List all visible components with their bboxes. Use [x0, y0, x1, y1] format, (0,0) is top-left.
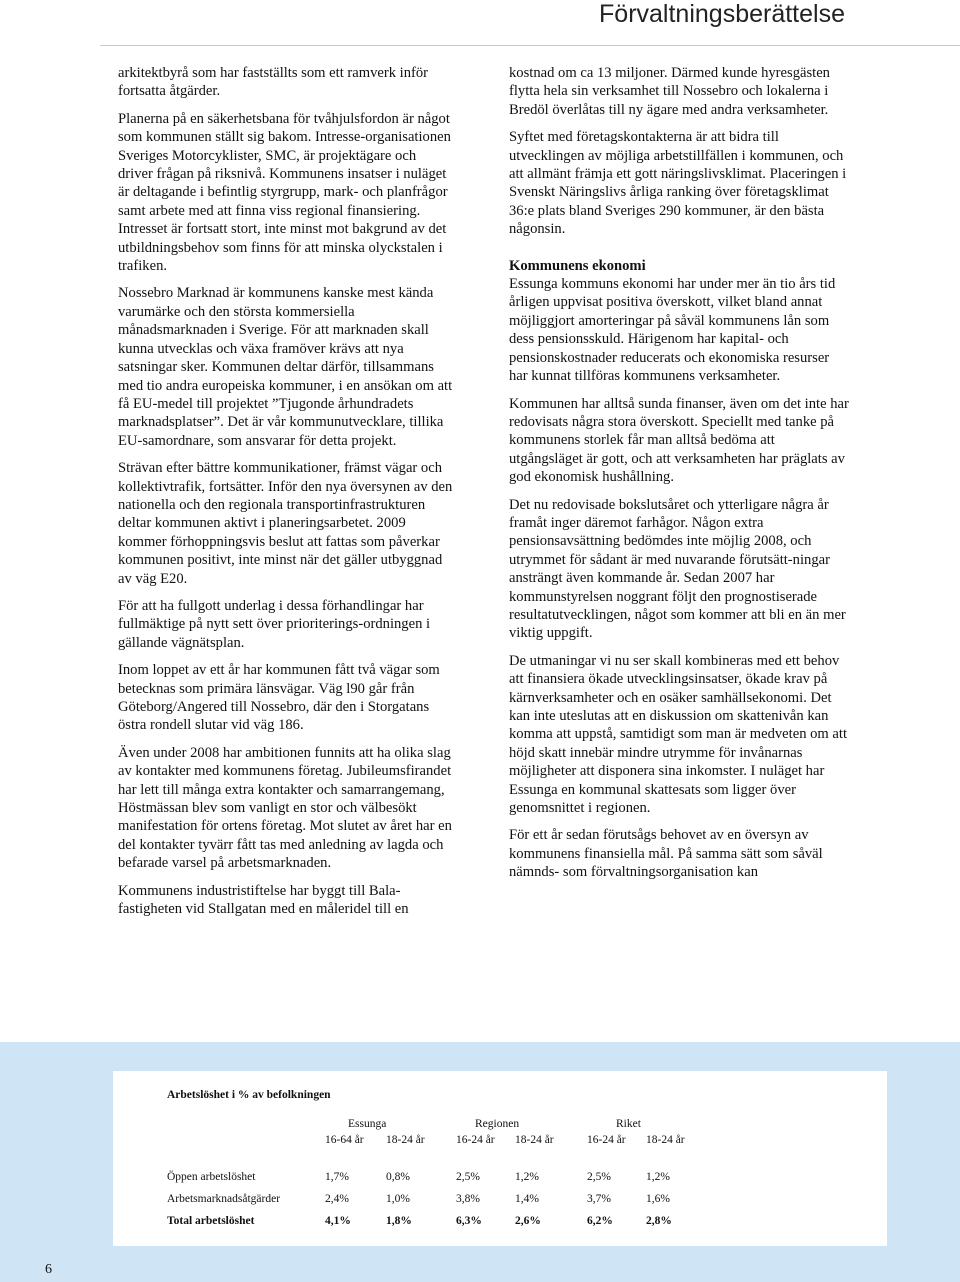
table-cell: 2,5% — [587, 1171, 611, 1183]
table-subheader: 16-24 år — [456, 1134, 495, 1146]
table-cell: 3,7% — [587, 1193, 611, 1205]
table-cell: 1,2% — [646, 1171, 670, 1183]
table-row-label: Total arbetslöshet — [167, 1215, 255, 1227]
body-paragraph: Nossebro Marknad är kommunens kanske mest kända varumärke och den största kommersiella månadsmarknaden i Sverige. För att marknaden skall kunna utvecklas och växa framöver krävs att nya satsningar sker. Kommunen deltar därför, tillsammans med tio andra europeiska kommuner, i en ansökan om att få EU-medel till projektet ”Tjugonde århundradets marknadsplatser”. Det är vår kommunutvecklare, tillika EU-samordnare, som ansvarar för detta projekt. — [118, 285, 453, 449]
table-subheader: 18-24 år — [646, 1134, 685, 1146]
body-paragraph: Syftet med företagskontakterna är att bidra till utvecklingen av möjliga arbetstillfällen i kommunen, och att allmänt främja ett gott näringslivsklimat. Placeringen i Svenskt Näringslivs årliga ranking över företagsklimat 36:e plats bland Sveriges 290 kommuner, är den bästa någonsin. — [509, 129, 847, 238]
header-divider — [100, 45, 960, 46]
table-group-header: Essunga — [348, 1118, 387, 1130]
right-text-column — [509, 64, 849, 891]
table-cell: 6,3% — [456, 1215, 482, 1227]
body-paragraph: De utmaningar vi nu ser skall kombineras med ett behov att finansiera ökade utvecklingsinsatser, ökade krav på kärnverksamheter och en osäker samhällsekonomi. Det kan inte uteslutas att en diskussion om skattenivån kan komma att uppstå, samtidigt som man är medveten om att höjd skatt innebär mindre utrymme för invånarnas möjligheter att disponera sina inkomster. I nuläget har Essunga en kommunal skattesats som ligger över genomsnittet i regionen. — [509, 652, 848, 817]
page-number: 6 — [45, 1262, 52, 1277]
table-cell: 2,6% — [515, 1215, 541, 1227]
table-cell: 1,6% — [646, 1193, 670, 1205]
table-subheader: 16-24 år — [587, 1134, 626, 1146]
body-paragraph: arkitektbyrå som har fastställts som ett ramverk inför fortsatta åtgärder. — [118, 65, 429, 100]
table-cell: 1,8% — [386, 1215, 412, 1227]
table-cell: 1,7% — [325, 1171, 349, 1183]
body-paragraph: Kommunen har alltså sunda finanser, även om det inte har redovisats några stora överskott. Speciellt med tanke på kommunens storlek får man alltså bedöma att utgångsläget är gott, och att verksamheten har präglats av god ekonomisk hushållning. — [509, 395, 849, 486]
table-cell: 6,2% — [587, 1215, 613, 1227]
body-paragraph: Essunga kommuns ekonomi har under mer än tio års tid årligen uppvisat positiva överskott, vilket bland annat möjliggjort amorteringar på såväl kommunens lån som dess pensionsskuld. Härigenom har kapital- och pensionskostnader reducerats och ekonomiska resurser har kunnat tillföras kommunens verksamheter. — [509, 276, 836, 385]
body-paragraph: För att ha fullgott underlag i dessa förhandlingar har fullmäktige på nytt sett över prioriterings-ordningen i gällande vägnätsplan. — [118, 597, 431, 651]
table-cell: 3,8% — [456, 1193, 480, 1205]
table-cell: 1,2% — [515, 1171, 539, 1183]
table-cell: 4,1% — [325, 1215, 351, 1227]
table-cell: 2,8% — [646, 1215, 672, 1227]
body-paragraph: Planerna på en säkerhetsbana för tvåhjulsfordon är något som kommunen ställt sig bakom. Intresse-organisationen Sveriges Motorcyklister, SMC, är projektägare och driver frågan på riksnivå. Kommunens insatser i nuläget är deltagande i befintlig styrgrupp, mark- och planfrågor samt arbete med att finna viss regional finansiering. Intresset är fortsatt stort, inte minst mot bakgrund av det utbildningsbehov som finns för att minska olyckstalen i trafiken. — [118, 110, 451, 275]
table-subheader: 16-64 år — [325, 1134, 364, 1146]
table-cell: 1,4% — [515, 1193, 539, 1205]
table-title: Arbetslöshet i % av befolkningen — [167, 1089, 331, 1101]
table-cell: 2,5% — [456, 1171, 480, 1183]
body-paragraph: Kommunens industristiftelse har byggt till Bala-fastigheten vid Stallgatan med en måleridel till en — [118, 882, 409, 918]
body-paragraph: kostnad om ca 13 miljoner. Därmed kunde hyresgästen flytta hela sin verksamhet till Nossebro och lokalerna i Bredöl överlåtas till ny ägare med andra verksamheter. — [509, 65, 830, 118]
table-group-header: Riket — [616, 1118, 641, 1130]
body-paragraph: Inom loppet av ett år har kommunen fått två vägar som betecknas som primära länsvägar. Väg l90 går från Göteborg/Angered till Nossebro, där den i Storgatans östra rondell slutar vid väg 186. — [118, 662, 440, 734]
body-paragraph: För ett år sedan förutsågs behovet av en översyn av kommunens finansiella mål. På samma sätt som såväl nämnds- som förvaltningsorganisation kan — [509, 827, 823, 881]
section-heading: Kommunens ekonomi — [509, 257, 646, 274]
body-paragraph: Även under 2008 har ambitionen funnits att ha olika slag av kontakter med kommunens företag. Jubileumsfirandet har lett till många extra kontakter och samarrangemang, Höstmässan blev som vanligt en stor och välbesökt manifestation för ortens företag. Mot slutet av året har en del kontakter tyvärr fått tas med anledning av lagda och befarade varsel på arbetsmarknaden. — [118, 744, 452, 872]
table-cell: 1,0% — [386, 1193, 410, 1205]
table-group-header: Regionen — [475, 1118, 520, 1130]
page-header-title: Förvaltningsberättelse — [599, 0, 845, 28]
table-subheader: 18-24 år — [515, 1134, 554, 1146]
unemployment-table — [113, 1071, 887, 1246]
table-row-label: Öppen arbetslöshet — [167, 1171, 256, 1183]
body-paragraph: Det nu redovisade bokslutsåret och ytterligare några år framåt inger däremot farhågor. Någon extra pensionsavsättning bedömdes inte möjlig 2008, och utrymmet för sådant är med nuvarande förutsätt-ningar ansträngt även kommande år. Sedan 2007 har kommunstyrelsen noggrant följt den prognostiserade resultatutvecklingen, något som kommer att bli en än mer viktig uppgift. — [509, 496, 846, 642]
table-subheader: 18-24 år — [386, 1134, 425, 1146]
left-text-column — [118, 64, 453, 927]
table-cell: 2,4% — [325, 1193, 349, 1205]
body-paragraph: Strävan efter bättre kommunikationer, främst vägar och kollektivtrafik, fortsätter. Inför den nya översynen av den nationella och den regionala transportinfrastrukturen deltar kommunen aktivt i planeringsarbetet. 2009 kommer förhoppningsvis beslut att fattas som påverkar kommunen positivt, inte minst när det gäller utbyggnad av väg E20. — [118, 460, 453, 587]
table-cell: 0,8% — [386, 1171, 410, 1183]
table-row-label: Arbetsmarknadsåtgärder — [167, 1193, 281, 1205]
